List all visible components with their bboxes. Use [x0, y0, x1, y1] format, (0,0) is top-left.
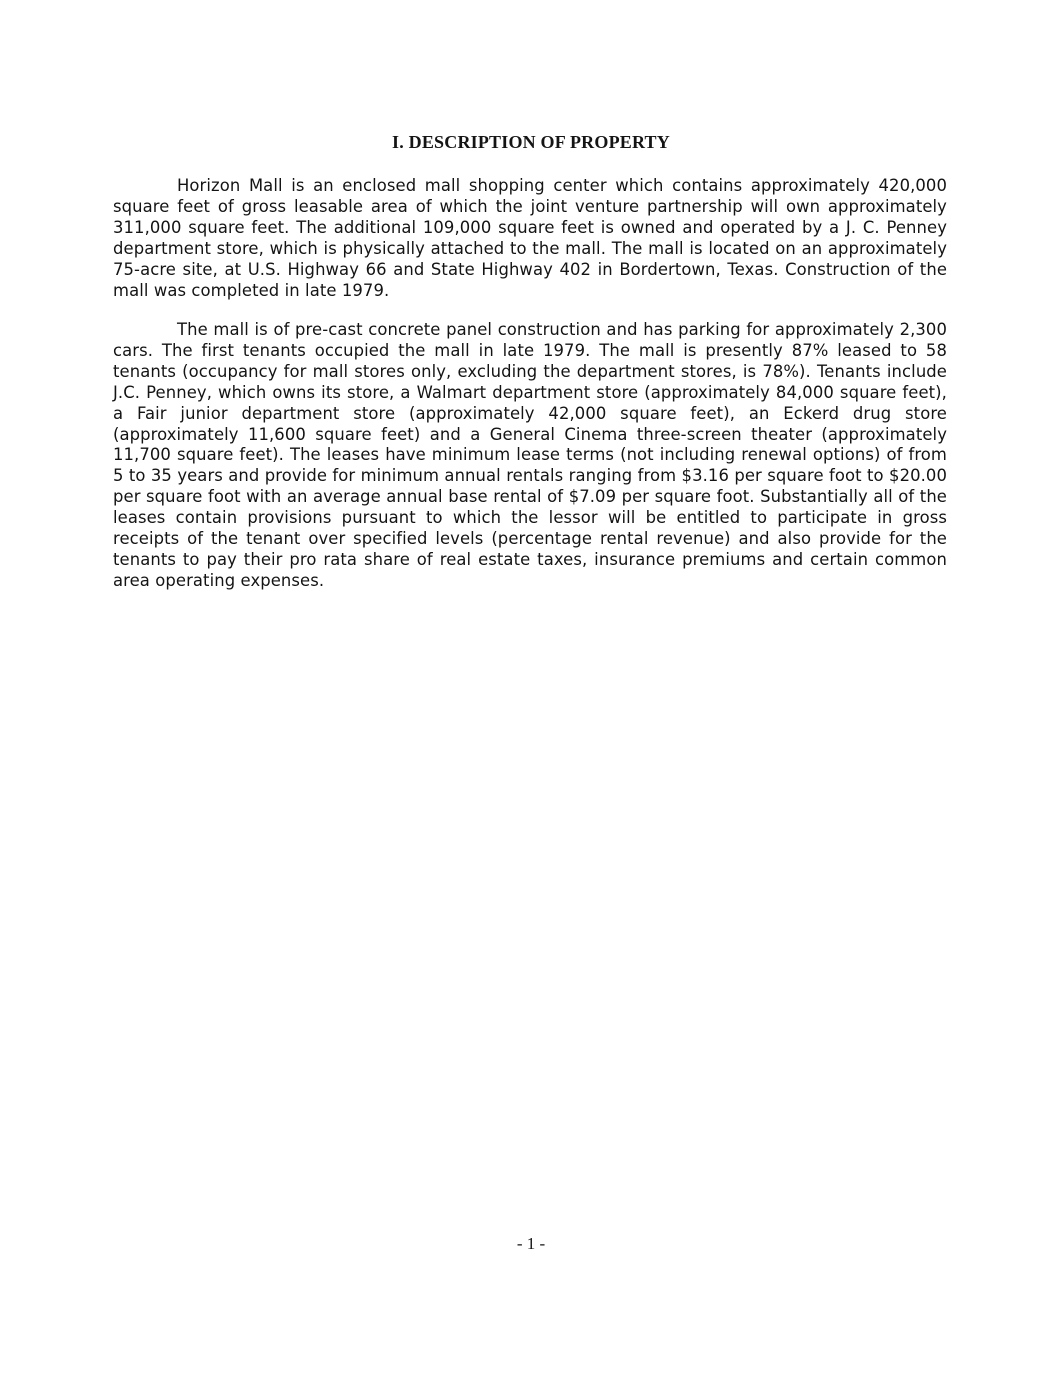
page-number: - 1 -	[516, 1234, 546, 1253]
section-heading: I. DESCRIPTION OF PROPERTY	[392, 132, 670, 152]
paragraph-property-overview: Horizon Mall is an enclosed mall shopping center which contains approximately 420,000 square feet of gross leasable area of which the joint venture partnership will own approximately 311,000 square feet. The additional 109,000 square feet is owned and operated by a J. C. Penney department store, which is physically attached to the mall. The mall is located on an approximately 75-acre site, at U.S. Highway 66 and State Highway 402 in Bordertown, Texas. Construction of the mall was completed in late 1979.	[113, 176, 947, 300]
paragraph-construction-and-tenants: The mall is of pre-cast concrete panel construction and has parking for approximately 2,300 cars. The first tenants occupied the mall in late 1979. The mall is presently 87% leased to 58 tenants (occupancy for mall stores only, excluding the department stores, is 78%). Tenants include J.C. Penney, which owns its store, a Walmart department store (approximately 84,000 square feet), a Fair junior department store (approximately 42,000 square feet), an Eckerd drug store (approximately 11,600 square feet) and a General Cinema three-screen theater (approximately 11,700 square feet). The leases have minimum lease terms (not including renewal options) of from 5 to 35 years and provide for minimum annual rentals ranging from $3.16 per square foot to $20.00 per square foot with an average annual base rental of $7.09 per square foot. Substantially all of the leases contain provisions pursuant to which the lessor will be entitled to participate in gross receipts of the tenant over specified levels (percentage rental revenue) and also provide for the tenants to pay their pro rata share of real estate taxes, insurance premiums and certain common area operating expenses.	[113, 320, 947, 590]
